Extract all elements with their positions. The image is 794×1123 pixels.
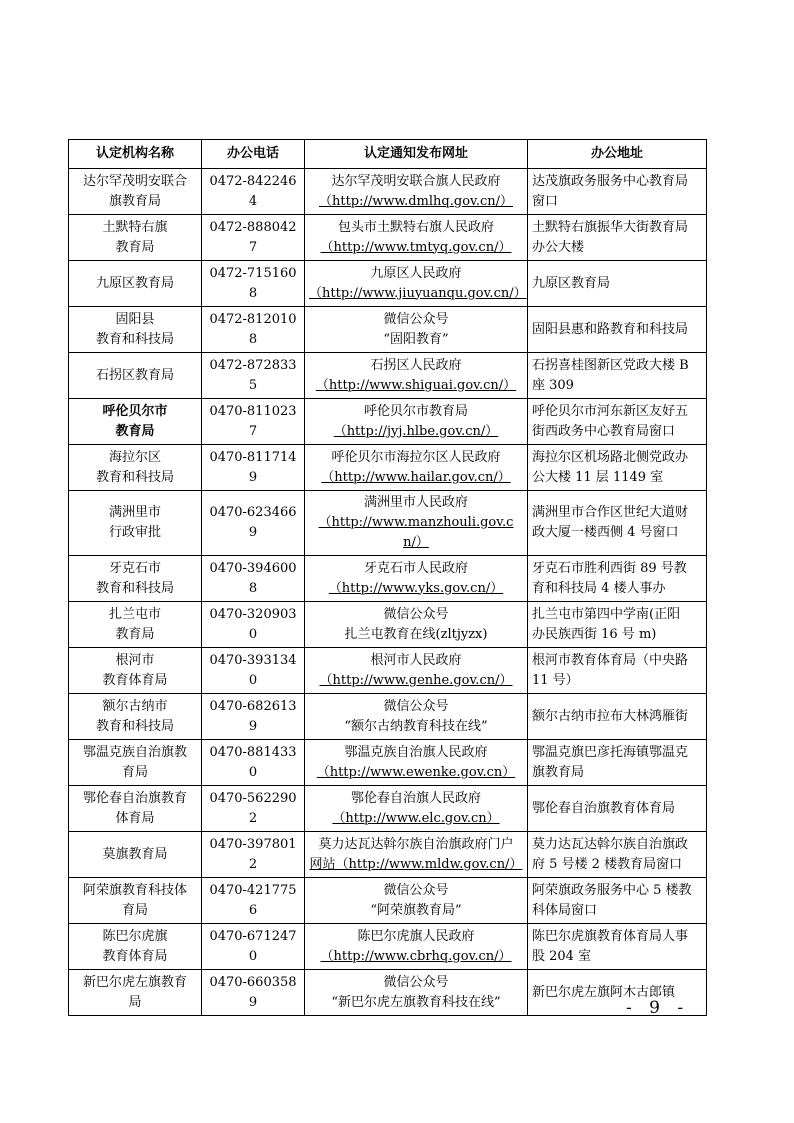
office-address-cell xyxy=(528,648,707,694)
agency-name-line: 根河市 xyxy=(115,652,155,668)
office-phone-cell: 0472-8422464 xyxy=(202,169,305,215)
notice-website-cell xyxy=(305,878,528,924)
office-address-line: 根河市教育体育局（中央路 xyxy=(532,652,689,668)
office-address-line: 鄂温克旗巴彦托海镇鄂温克 xyxy=(532,744,689,760)
notice-website-cell xyxy=(305,556,528,602)
agency-name-cell xyxy=(69,602,202,648)
office-phone-cell: 0472-8120108 xyxy=(202,307,305,353)
agency-name-line: 石拐区教育局 xyxy=(95,367,174,383)
notice-website-cell xyxy=(305,924,528,970)
agency-name-line: 育局 xyxy=(121,902,148,918)
agency-name-cell xyxy=(69,786,202,832)
office-address-cell xyxy=(528,832,707,878)
office-address-cell xyxy=(528,169,707,215)
agency-name-line: 土默特右旗 xyxy=(102,219,168,235)
table-row xyxy=(69,740,707,786)
table-row xyxy=(69,924,707,970)
agency-name-cell xyxy=(69,261,202,307)
table-row xyxy=(69,832,707,878)
agency-name-line: 达尔罕茂明安联合 xyxy=(82,173,187,189)
office-address-line: 呼伦贝尔市河东新区友好五 xyxy=(532,403,689,419)
agency-name-line: 教育体育局 xyxy=(102,672,168,688)
office-phone-cell: 0470-3978012 xyxy=(202,832,305,878)
table-row xyxy=(69,169,707,215)
agency-name-line: 教育和科技局 xyxy=(95,331,174,347)
agency-name-cell xyxy=(69,694,202,740)
agency-name-line: 鄂温克族自治旗教 xyxy=(82,744,187,760)
website-link[interactable]: （http://www.cbrhq.gov.cn/） xyxy=(320,948,512,964)
website-link[interactable]: （http://www.ewenke.gov.cn） xyxy=(316,764,516,780)
agency-name-cell xyxy=(69,169,202,215)
table-row xyxy=(69,694,707,740)
office-address-cell xyxy=(528,740,707,786)
office-address-cell xyxy=(528,694,707,740)
agency-name-line: 教育局 xyxy=(115,626,155,642)
agency-name-cell xyxy=(69,307,202,353)
website-link[interactable]: （http://jyj.hlbe.gov.cn/） xyxy=(333,423,499,439)
website-publisher-line: 扎兰屯教育在线(zltjyzx) xyxy=(344,626,488,642)
website-publisher-line: 达尔罕茂明安联合旗人民政府 xyxy=(331,173,501,189)
website-publisher-line: 陈巴尔虎旗人民政府 xyxy=(357,928,475,944)
agency-name-cell xyxy=(69,445,202,491)
office-address-line: 公大楼 11 层 1149 室 xyxy=(532,469,664,485)
table-row xyxy=(69,445,707,491)
office-address-line: 石拐喜桂图新区党政大楼 B xyxy=(532,357,689,373)
website-publisher-line: 微信公众号 xyxy=(383,311,449,327)
agency-name-line: 教育体育局 xyxy=(102,948,168,964)
agency-name-line: 教育和科技局 xyxy=(95,580,174,596)
office-address-line: 满洲里市合作区世纪大道财 xyxy=(532,505,689,520)
office-address-line: 额尔古纳市拉布大林鸿雁街 xyxy=(532,708,689,724)
table-row xyxy=(69,353,707,399)
table-row xyxy=(69,556,707,602)
website-publisher-line: “额尔古纳教育科技在线” xyxy=(344,718,488,734)
office-address-line: 固阳县惠和路教育和科技局 xyxy=(532,321,689,337)
notice-website-cell xyxy=(305,445,528,491)
agency-name-line: 教育和科技局 xyxy=(95,469,174,485)
header-agency-name: 认定机构名称 xyxy=(69,140,202,169)
office-address-line: 街西政务中心教育局窗口 xyxy=(532,423,676,439)
office-address-cell xyxy=(528,878,707,924)
table-row xyxy=(69,491,707,556)
agency-name-line: 陈巴尔虎旗 xyxy=(102,928,168,944)
office-phone-cell: 0472-8880427 xyxy=(202,215,305,261)
office-address-line: 牙克石市胜利西街 89 号教 xyxy=(532,560,687,576)
notice-website-cell xyxy=(305,307,528,353)
office-address-line: 股 204 室 xyxy=(532,948,592,964)
office-phone-cell: 0470-6712470 xyxy=(202,924,305,970)
office-address-cell xyxy=(528,307,707,353)
office-address-line: 办公大楼 xyxy=(532,239,585,255)
agency-name-line: 教育和科技局 xyxy=(95,718,174,734)
website-publisher-line: 鄂温克族自治旗人民政府 xyxy=(344,744,488,760)
website-publisher-line: 石拐区人民政府 xyxy=(370,357,462,373)
website-publisher-line: 九原区人民政府 xyxy=(370,265,462,281)
website-publisher-line: “新巴尔虎左旗教育科技在线” xyxy=(331,994,501,1010)
notice-website-cell xyxy=(305,602,528,648)
notice-website-cell xyxy=(305,399,528,445)
notice-website-cell xyxy=(305,786,528,832)
table-row xyxy=(69,786,707,832)
page-number: - 9 - xyxy=(626,998,690,1018)
agency-name-line: 教育局 xyxy=(115,239,155,255)
office-address-cell xyxy=(528,602,707,648)
agency-name-cell xyxy=(69,924,202,970)
table-body xyxy=(69,169,707,1016)
office-address-cell xyxy=(528,215,707,261)
agency-name-line: 额尔古纳市 xyxy=(102,698,168,714)
website-link[interactable]: （http://www.hailar.gov.cn/） xyxy=(321,469,511,485)
agency-name-line: 满洲里市 xyxy=(108,505,161,520)
agency-name-line: 新巴尔虎左旗教育 xyxy=(82,974,187,990)
table-row xyxy=(69,215,707,261)
website-link[interactable]: （http://www.elc.gov.cn） xyxy=(332,810,500,826)
agency-name-cell xyxy=(69,556,202,602)
website-publisher-line: 根河市人民政府 xyxy=(370,652,462,668)
office-phone-cell: 0470-6603589 xyxy=(202,970,305,1016)
agency-name-line: 莫旗教育局 xyxy=(102,846,168,862)
table-row xyxy=(69,399,707,445)
website-link[interactable]: （http://www.jiuyuanqu.gov.cn/） xyxy=(309,285,527,301)
office-address-line: 陈巴尔虎旗教育体育局人事 xyxy=(532,928,689,944)
notice-website-cell xyxy=(305,169,528,215)
header-office-phone: 办公电话 xyxy=(202,140,305,169)
agency-name-line: 扎兰屯市 xyxy=(108,606,161,622)
office-phone-cell: 0472-7151608 xyxy=(202,261,305,307)
notice-website-cell xyxy=(305,491,528,556)
office-address-line: 扎兰屯市第四中学南(正阳 xyxy=(532,606,681,622)
website-publisher-line: 微信公众号 xyxy=(383,974,449,990)
notice-website-cell xyxy=(305,970,528,1016)
agency-name-line: 行政审批 xyxy=(108,525,161,540)
agency-name-cell xyxy=(69,215,202,261)
office-address-line: 莫力达瓦达斡尔族自治旗政 xyxy=(532,836,689,852)
website-publisher-line: “固阳教育” xyxy=(383,331,449,347)
office-address-line: 旗教育局 xyxy=(532,764,585,780)
office-phone-cell: 0470-6234669 xyxy=(202,491,305,556)
agency-name-cell xyxy=(69,832,202,878)
website-publisher-line: 微信公众号 xyxy=(383,698,449,714)
agency-name-line: 教育局 xyxy=(115,423,155,439)
notice-website-cell xyxy=(305,215,528,261)
website-publisher-line: 莫力达瓦达斡尔族自治旗政府门户 xyxy=(318,836,514,852)
website-publisher-line: 牙克石市人民政府 xyxy=(363,560,468,576)
office-address-line: 阿荣旗政务服务中心 5 楼教 xyxy=(532,882,692,898)
agency-name-cell xyxy=(69,648,202,694)
website-publisher-line: 呼伦贝尔市教育局 xyxy=(363,403,468,419)
office-phone-cell: 0470-3209030 xyxy=(202,602,305,648)
agency-name-cell xyxy=(69,970,202,1016)
office-address-line: 办民族西街 16 号 m) xyxy=(532,626,657,642)
notice-website-cell xyxy=(305,648,528,694)
agency-table xyxy=(68,139,707,1016)
office-phone-cell: 0472-8728335 xyxy=(202,353,305,399)
office-address-line: 窗口 xyxy=(532,193,559,209)
agency-name-cell xyxy=(69,353,202,399)
office-phone-cell: 0470-3931340 xyxy=(202,648,305,694)
agency-name-cell xyxy=(69,491,202,556)
notice-website-cell xyxy=(305,261,528,307)
agency-name-line: 牙克石市 xyxy=(108,560,161,576)
table-row xyxy=(69,648,707,694)
office-address-line: 座 309 xyxy=(532,377,574,393)
office-address-line: 九原区教育局 xyxy=(532,275,611,291)
website-link[interactable]: （http://www.genhe.gov.cn/） xyxy=(319,672,513,688)
office-address-cell xyxy=(528,556,707,602)
office-address-line: 鄂伦春自治旗教育体育局 xyxy=(532,800,676,816)
office-address-line: 达茂旗政务服务中心教育局 xyxy=(532,173,689,189)
office-phone-cell: 0470-3946008 xyxy=(202,556,305,602)
office-address-line: 11 号） xyxy=(532,672,579,688)
website-link[interactable]: （http://www.dmlhq.gov.cn/） xyxy=(318,193,513,209)
website-publisher-line: 满洲里市人民政府 xyxy=(363,495,468,510)
office-address-line: 育和科技局 4 楼人事办 xyxy=(532,580,666,596)
website-link[interactable]: （http://www.shiguai.gov.cn/） xyxy=(315,377,517,393)
office-phone-cell: 0470-5622902 xyxy=(202,786,305,832)
office-address-line: 海拉尔区机场路北侧党政办 xyxy=(532,449,689,465)
table-row xyxy=(69,261,707,307)
table-header-row xyxy=(69,140,707,169)
website-publisher-line: 包头市土默特右旗人民政府 xyxy=(337,219,494,235)
office-address-line: 政大厦一楼西侧 4 号窗口 xyxy=(532,525,679,540)
agency-name-cell xyxy=(69,399,202,445)
website-publisher-line: 微信公众号 xyxy=(383,606,449,622)
office-address-line: 府 5 号楼 2 楼教育局窗口 xyxy=(532,856,683,872)
table-row xyxy=(69,970,707,1016)
agency-name-line: 固阳县 xyxy=(115,311,155,327)
notice-website-cell xyxy=(305,694,528,740)
office-address-cell xyxy=(528,353,707,399)
table-row xyxy=(69,878,707,924)
agency-name-line: 鄂伦春自治旗教育 xyxy=(82,790,187,806)
office-address-cell xyxy=(528,445,707,491)
office-address-cell xyxy=(528,399,707,445)
office-phone-cell: 0470-8814330 xyxy=(202,740,305,786)
office-phone-cell: 0470-8110237 xyxy=(202,399,305,445)
agency-name-cell xyxy=(69,740,202,786)
website-link[interactable]: （http://www.tmtyq.gov.cn/） xyxy=(320,239,512,255)
office-address-cell xyxy=(528,261,707,307)
agency-name-line: 阿荣旗教育科技体 xyxy=(82,882,187,898)
table-row xyxy=(69,602,707,648)
notice-website-cell xyxy=(305,353,528,399)
agency-name-line: 育局 xyxy=(121,764,148,780)
agency-name-line: 体育局 xyxy=(115,810,155,826)
website-publisher-line: 微信公众号 xyxy=(383,882,449,898)
agency-name-line: 海拉尔区 xyxy=(108,449,161,465)
office-phone-cell: 0470-8117149 xyxy=(202,445,305,491)
website-link[interactable]: 网站（http://www.mldw.gov.cn/） xyxy=(309,856,523,872)
office-address-line: 土默特右旗振华大街教育局 xyxy=(532,219,689,235)
agency-name-line: 局 xyxy=(128,994,142,1010)
office-phone-cell: 0470-6826139 xyxy=(202,694,305,740)
header-notice-website: 认定通知发布网址 xyxy=(305,140,528,169)
office-address-cell xyxy=(528,491,707,556)
notice-website-cell xyxy=(305,740,528,786)
office-address-line: 科体局窗口 xyxy=(532,902,598,918)
agency-name-line: 旗教育局 xyxy=(108,193,161,209)
agency-name-line: 呼伦贝尔市 xyxy=(102,403,168,419)
table-row xyxy=(69,307,707,353)
website-link[interactable]: （http://www.yks.gov.cn/） xyxy=(328,580,504,596)
website-publisher-line: 鄂伦春自治旗人民政府 xyxy=(350,790,481,806)
website-link[interactable]: （http://www.manzhouli.gov.cn/） xyxy=(318,515,514,550)
office-address-line: 新巴尔虎左旗阿木古郎镇 xyxy=(532,984,676,1000)
website-publisher-line: 呼伦贝尔市海拉尔区人民政府 xyxy=(331,449,501,465)
website-publisher-line: “阿荣旗教育局” xyxy=(370,902,462,918)
notice-website-cell xyxy=(305,832,528,878)
agency-name-cell xyxy=(69,878,202,924)
header-office-address: 办公地址 xyxy=(528,140,707,169)
office-address-cell xyxy=(528,786,707,832)
office-address-cell xyxy=(528,924,707,970)
agency-name-line: 九原区教育局 xyxy=(95,275,174,291)
office-phone-cell: 0470-4217756 xyxy=(202,878,305,924)
